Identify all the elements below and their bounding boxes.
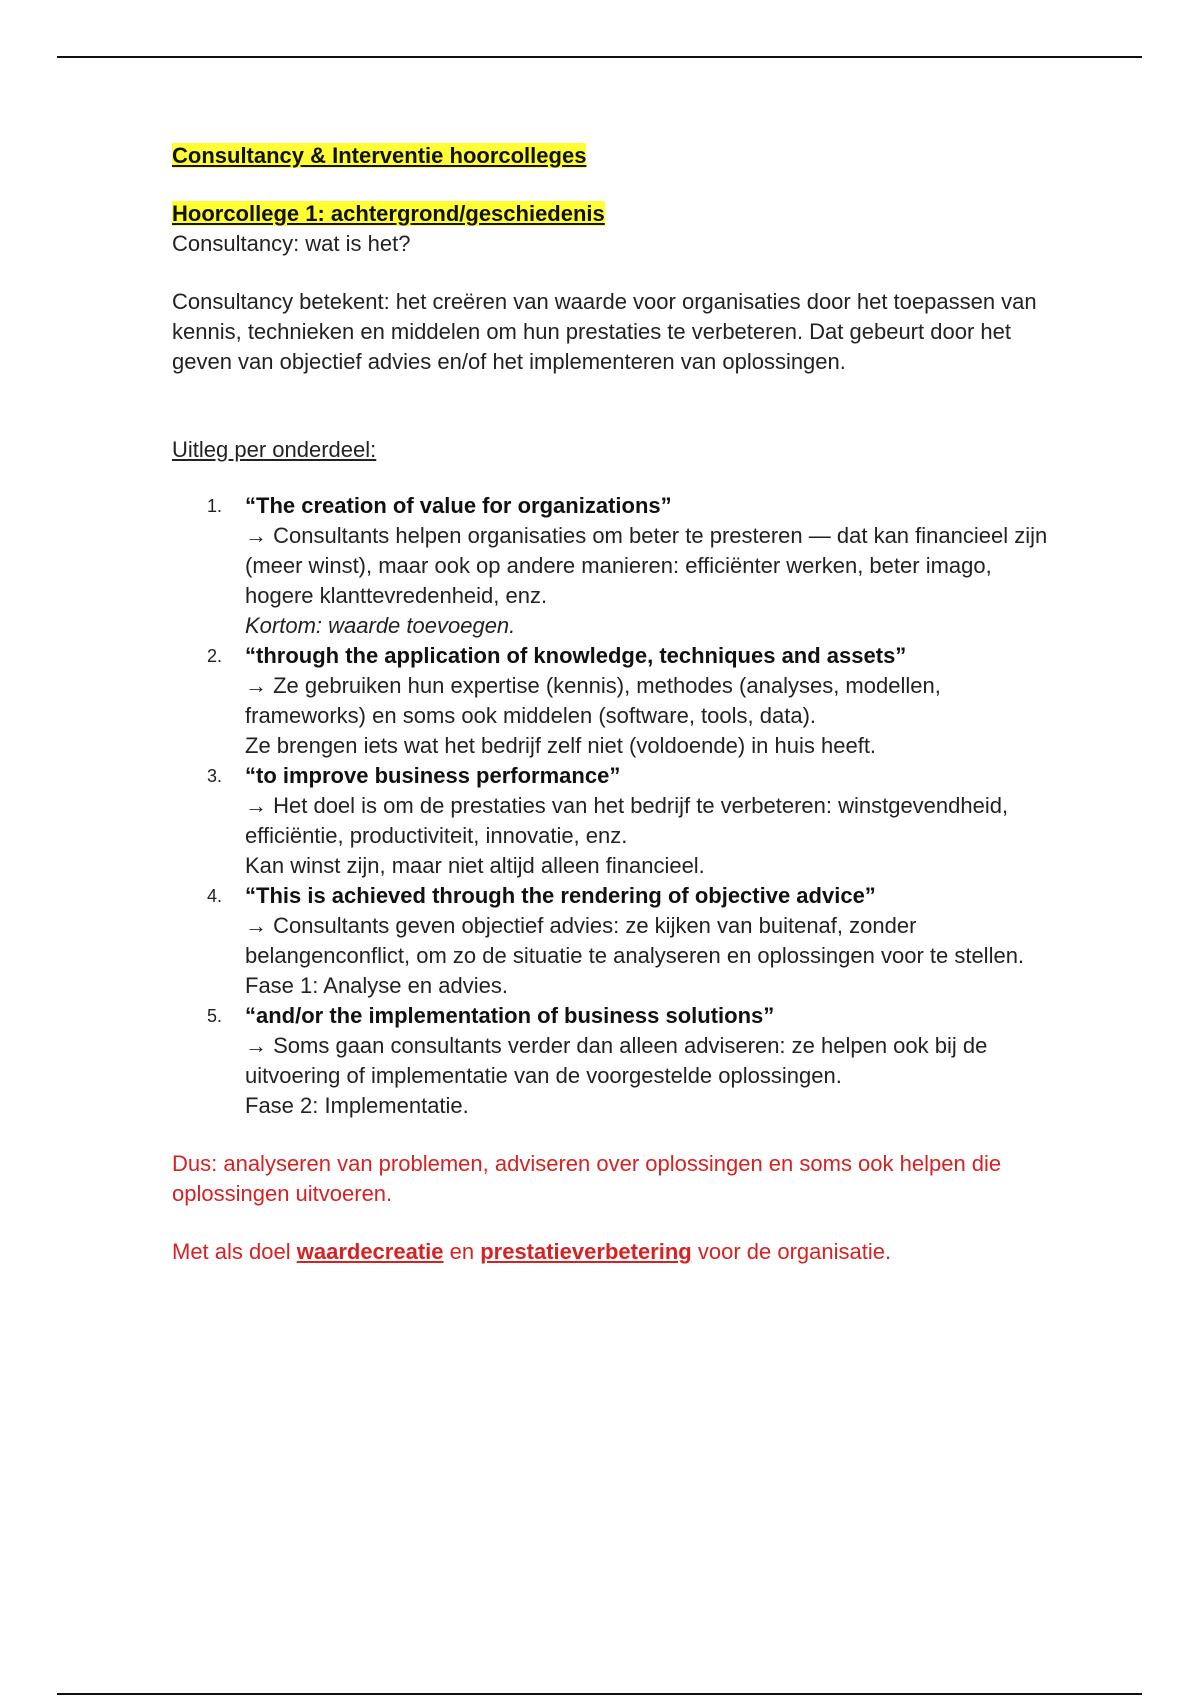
goal-connector: en xyxy=(443,1239,481,1264)
document-body xyxy=(172,141,1052,1267)
explanation-list xyxy=(172,491,1052,1121)
item-explanation: → Consultants helpen organisaties om beter te presteren — dat kan financieel zijn (meer winst), maar ook op andere manieren: efficiënter werken, beter imago, hogere klanttevredenheid, enz. xyxy=(245,523,1048,608)
document-title: Consultancy & Interventie hoorcolleges xyxy=(172,143,587,168)
header-rule xyxy=(57,56,1142,58)
goal-term-value-creation: waardecreatie xyxy=(296,1239,444,1264)
explanation-heading: Uitleg per onderdeel: xyxy=(172,437,377,462)
item-note: Kortom: waarde toevoegen. xyxy=(245,613,516,638)
item-remark: Ze brengen iets wat het bedrijf zelf niet (voldoende) in huis heeft. xyxy=(245,733,877,758)
list-item xyxy=(172,761,1052,881)
item-number: 1. xyxy=(207,496,223,516)
item-number: 3. xyxy=(207,766,223,786)
item-remark: Kan winst zijn, maar niet altijd alleen financieel. xyxy=(245,853,705,878)
list-item xyxy=(172,1001,1052,1121)
item-explanation: → Het doel is om de prestaties van het bedrijf te verbeteren: winstgevendheid, efficiëntie, productiviteit, innovatie, enz. xyxy=(245,793,1009,848)
item-number: 2. xyxy=(207,646,223,666)
list-item xyxy=(172,641,1052,761)
item-quote: “The creation of value for organizations” xyxy=(245,493,672,518)
item-quote: “and/or the implementation of business solutions” xyxy=(245,1003,775,1028)
footer-rule xyxy=(57,1693,1142,1695)
list-item xyxy=(172,491,1052,641)
item-number: 5. xyxy=(207,1006,223,1026)
goal-line xyxy=(172,1237,1052,1267)
goal-prefix: Met als doel xyxy=(172,1239,297,1264)
item-phase: Fase 1: Analyse en advies. xyxy=(245,973,508,998)
item-phase: Fase 2: Implementatie. xyxy=(245,1093,469,1118)
item-explanation: → Consultants geven objectief advies: ze kijken van buitenaf, zonder belangenconflict, om zo de situatie te analyseren en oplossingen voor te stellen. xyxy=(245,913,1025,968)
item-explanation: → Ze gebruiken hun expertise (kennis), methodes (analyses, modellen, frameworks) en soms ook middelen (software, tools, data). xyxy=(245,673,941,728)
summary-line: Dus: analyseren van problemen, adviseren over oplossingen en soms ook helpen die oplossingen uitvoeren. xyxy=(172,1151,1002,1206)
item-quote: “through the application of knowledge, techniques and assets” xyxy=(245,643,907,668)
item-quote: “to improve business performance” xyxy=(245,763,621,788)
lecture-question: Consultancy: wat is het? xyxy=(172,231,411,256)
lecture-heading: Hoorcollege 1: achtergrond/geschiedenis xyxy=(172,201,605,226)
definition-paragraph: Consultancy betekent: het creëren van waarde voor organisaties door het toepassen van kennis, technieken en middelen om hun prestaties te verbeteren. Dat gebeurt door het geven van objectief advies en/of het implementeren van oplossingen. xyxy=(172,289,1037,374)
goal-term-performance: prestatieverbetering xyxy=(480,1239,692,1264)
goal-suffix: voor de organisatie. xyxy=(691,1239,892,1264)
item-number: 4. xyxy=(207,886,223,906)
item-explanation: → Soms gaan consultants verder dan alleen adviseren: ze helpen ook bij de uitvoering of implementatie van de voorgestelde oplossingen. xyxy=(245,1033,988,1088)
list-item xyxy=(172,881,1052,1001)
item-quote: “This is achieved through the rendering of objective advice” xyxy=(245,883,876,908)
